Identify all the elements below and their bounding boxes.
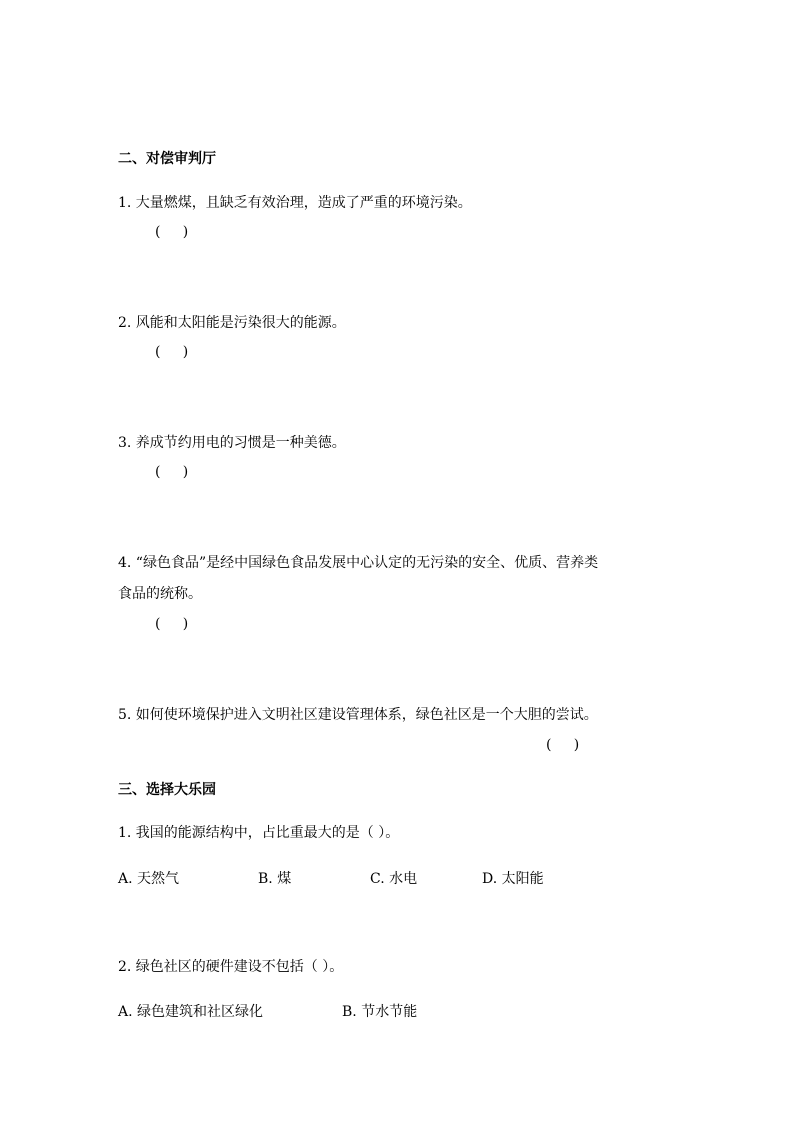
choice-2-option-a[interactable]: A. 绿色建筑和社区绿化	[118, 1004, 264, 1020]
section-title-judgment: 二、对偿审判厅	[118, 151, 216, 167]
answer-blank-4[interactable]: ( )	[155, 616, 189, 632]
answer-blank-2[interactable]: ( )	[155, 344, 189, 360]
choice-1-option-b[interactable]: B. 煤	[258, 871, 292, 887]
choice-2-option-b[interactable]: B. 节水节能	[342, 1004, 418, 1020]
choice-question-1: 1. 我国的能源结构中，占比重最大的是（ ）。	[118, 825, 400, 841]
judgment-question-2: 2. 风能和太阳能是污染很大的能源。	[118, 315, 346, 331]
judgment-question-4-line2: 食品的统称。	[118, 586, 202, 602]
judgment-question-1: 1. 大量燃煤，且缺乏有效治理，造成了严重的环境污染。	[118, 195, 472, 211]
judgment-question-3: 3. 养成节约用电的习惯是一种美德。	[118, 435, 346, 451]
choice-question-2: 2. 绿色社区的硬件建设不包括（ ）。	[118, 959, 344, 975]
judgment-question-5: 5. 如何使环境保护进入文明社区建设管理体系，绿色社区是一个大胆的尝试。	[118, 707, 598, 723]
section-title-choice: 三、选择大乐园	[118, 782, 216, 798]
answer-blank-5[interactable]: ( )	[546, 737, 580, 753]
choice-1-option-c[interactable]: C. 水电	[370, 871, 418, 887]
answer-blank-3[interactable]: ( )	[155, 464, 189, 480]
answer-blank-1[interactable]: ( )	[155, 224, 189, 240]
choice-1-option-a[interactable]: A. 天然气	[118, 871, 180, 887]
judgment-question-4-line1: 4. “绿色食品”是经中国绿色食品发展中心认定的无污染的安全、优质、营养类	[118, 555, 599, 571]
choice-1-option-d[interactable]: D. 太阳能	[482, 871, 544, 887]
